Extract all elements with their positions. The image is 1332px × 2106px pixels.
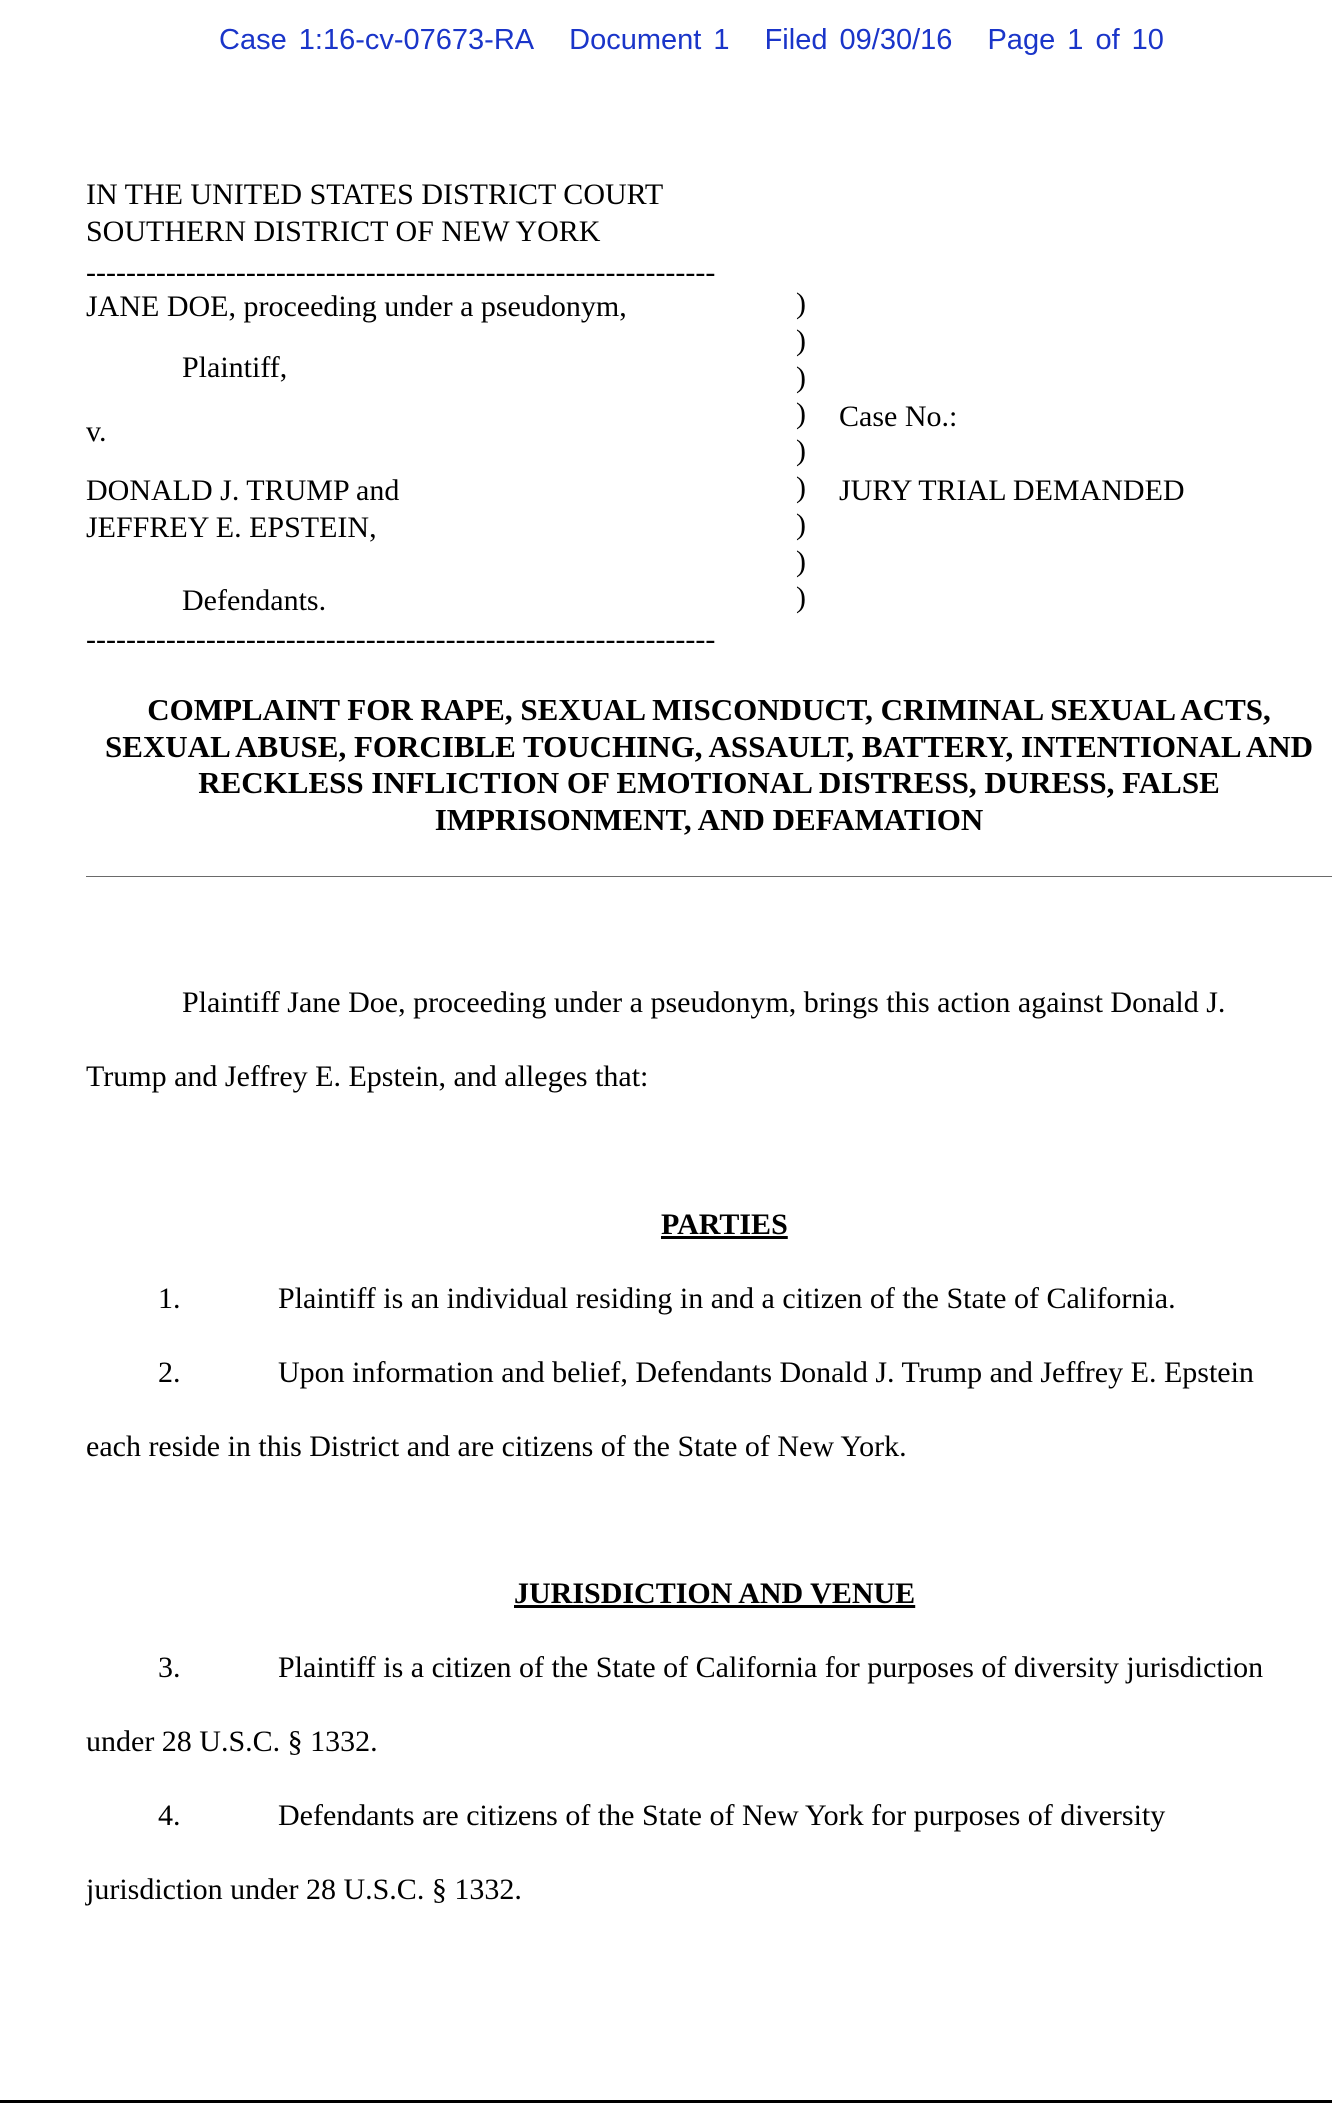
- caption-paren: ): [796, 434, 806, 468]
- paragraph-number: 1.: [158, 1282, 181, 1315]
- defendant-1: DONALD J. TRUMP and: [86, 474, 400, 507]
- paragraph-4-line2: jurisdiction under 28 U.S.C. § 1332.: [86, 1873, 522, 1906]
- caption-paren: ): [796, 581, 806, 615]
- versus: v.: [86, 415, 107, 448]
- caption-paren: ): [796, 507, 806, 541]
- paragraph-3-line2: under 28 U.S.C. § 1332.: [86, 1725, 378, 1758]
- filed-date: Filed 09/30/16: [764, 24, 953, 56]
- caption-paren: ): [796, 323, 806, 357]
- defendant-label: Defendants.: [182, 584, 327, 617]
- caption-paren-column: [796, 286, 816, 617]
- caption-separator-top: ---------------------------------------------------------------: [86, 263, 716, 283]
- complaint-title: COMPLAINT FOR RAPE, SEXUAL MISCONDUCT, CRIMINAL SEXUAL ACTS, SEXUAL ABUSE, FORCIBLE TOUCHING, ASSAULT, BATTERY, INTENTIONAL AND RECKLESS INFLICTION OF EMOTIONAL DISTRESS, DURESS, FALSE IMPRISONMENT, AND DEFAMATION: [104, 692, 1313, 837]
- caption-separator-bottom: ---------------------------------------------------------------: [86, 630, 716, 650]
- paragraph-2-line1: Upon information and belief, Defendants Donald J. Trump and Jeffrey E. Epstein: [278, 1356, 1254, 1389]
- document-number: Document 1: [569, 24, 730, 56]
- caption-paren: ): [796, 360, 806, 394]
- plaintiff-name: JANE DOE, proceeding under a pseudonym,: [86, 290, 627, 323]
- plaintiff-label: Plaintiff,: [182, 351, 288, 384]
- defendant-2: JEFFREY E. EPSTEIN,: [86, 511, 377, 544]
- title-rule: [86, 876, 1332, 877]
- caption-paren: ): [796, 544, 806, 578]
- case-number: Case 1:16-cv-07673-RA: [219, 24, 535, 56]
- paragraph-4-line1: Defendants are citizens of the State of New York for purposes of diversity: [278, 1799, 1166, 1832]
- intro-line2: Trump and Jeffrey E. Epstein, and alleges that:: [86, 1060, 649, 1093]
- filing-header: [219, 22, 1187, 58]
- caption-paren: ): [796, 397, 806, 431]
- paragraph-number: 3.: [158, 1651, 181, 1684]
- paragraph-3-line1: Plaintiff is a citizen of the State of California for purposes of diversity jurisdiction: [278, 1651, 1264, 1684]
- case-no-label: Case No.:: [839, 400, 958, 433]
- section-heading-jurisdiction: JURISDICTION AND VENUE: [514, 1577, 916, 1610]
- caption-paren: ): [796, 287, 806, 320]
- page-number: Page 1 of 10: [987, 24, 1164, 56]
- intro-line1: Plaintiff Jane Doe, proceeding under a pseudonym, brings this action against Donald J.: [182, 986, 1226, 1019]
- page-bottom-edge: [0, 2100, 1332, 2103]
- section-heading-parties: PARTIES: [661, 1208, 788, 1241]
- paragraph-number: 4.: [158, 1799, 181, 1832]
- paragraph-number: 2.: [158, 1356, 181, 1389]
- caption-paren: ): [796, 470, 806, 504]
- court-name-line2: SOUTHERN DISTRICT OF NEW YORK: [86, 215, 601, 248]
- paragraph-1-text: Plaintiff is an individual residing in and a citizen of the State of California.: [278, 1282, 1176, 1315]
- paragraph-2-line2: each reside in this District and are citizens of the State of New York.: [86, 1430, 907, 1463]
- court-name-line1: IN THE UNITED STATES DISTRICT COURT: [86, 178, 664, 211]
- jury-demand: JURY TRIAL DEMANDED: [839, 474, 1185, 507]
